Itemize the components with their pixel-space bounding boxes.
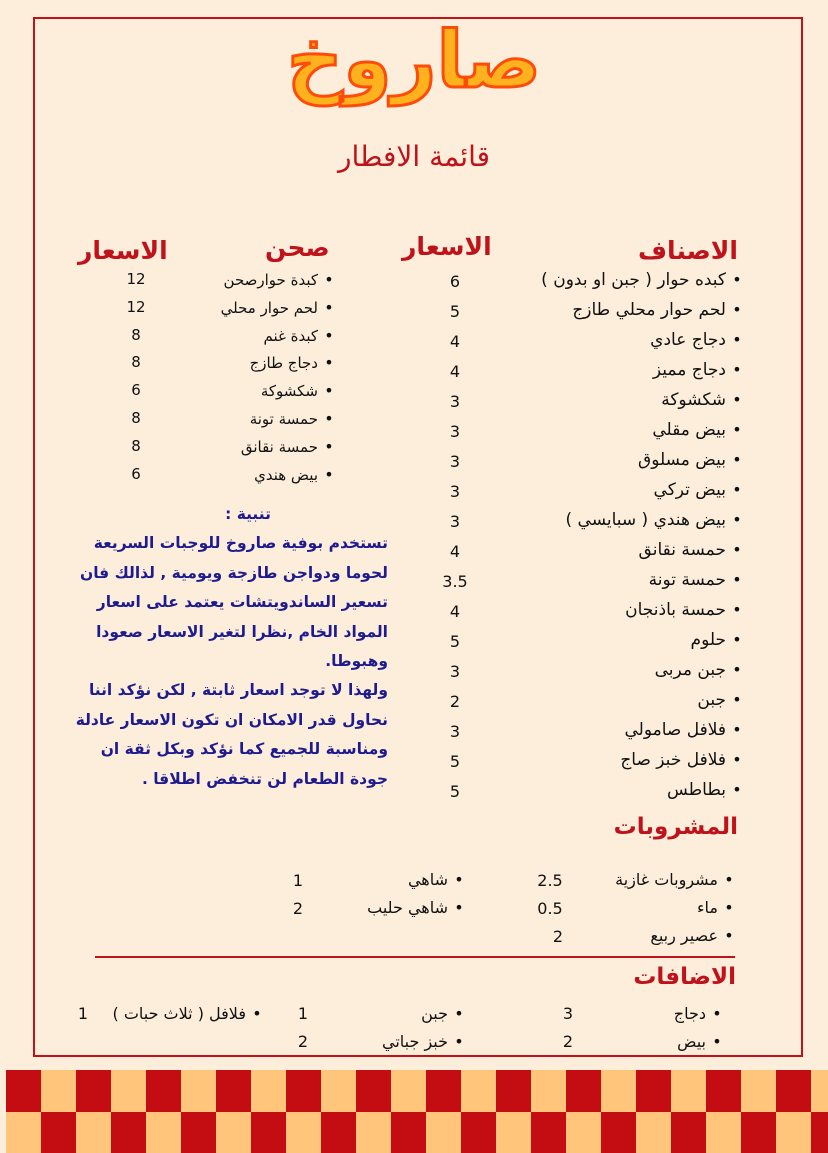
price: 3 xyxy=(449,722,461,741)
price: 3.5 xyxy=(442,572,468,591)
list-item: •دجاج عادي xyxy=(418,325,748,355)
bullet-icon: • xyxy=(324,325,334,345)
bullet-icon: • xyxy=(732,450,742,469)
list-item: •بيض هندي ( سبايسي ) xyxy=(418,505,748,535)
checkered-footer xyxy=(0,1070,828,1153)
bullet-icon: • xyxy=(724,926,734,945)
checker-cell xyxy=(251,1070,286,1112)
bullet-icon: • xyxy=(732,300,742,319)
main-items-header: الاصناف xyxy=(638,236,738,265)
price: 2 xyxy=(297,1032,309,1051)
checker-cell xyxy=(321,1112,356,1153)
price: 12 xyxy=(126,297,146,316)
bullet-icon: • xyxy=(732,330,742,349)
extra-item: •دجاج xyxy=(674,1004,728,1023)
bullet-icon: • xyxy=(732,480,742,499)
checker-cell xyxy=(706,1112,741,1153)
bullet-icon: • xyxy=(724,870,734,889)
checker-cell xyxy=(6,1112,41,1153)
bullet-icon: • xyxy=(732,690,742,709)
drink-item: •ماء xyxy=(697,898,740,917)
checker-cell xyxy=(636,1112,671,1153)
checker-cell xyxy=(531,1070,566,1112)
bullet-icon: • xyxy=(732,510,742,529)
list-item: •بطاطس xyxy=(418,775,748,805)
price: 4 xyxy=(449,602,461,621)
price: 3 xyxy=(449,452,461,471)
drink-item: •شاهي xyxy=(408,870,470,889)
price: 8 xyxy=(131,353,141,372)
list-item: •حمسة تونة xyxy=(418,565,748,595)
price: 4 xyxy=(449,362,461,381)
list-item: •فلافل صامولي xyxy=(418,715,748,745)
list-item: •جبن مربى xyxy=(418,655,748,685)
extras-header: الاضافات xyxy=(633,964,736,990)
checker-cell xyxy=(356,1070,391,1112)
price: 3 xyxy=(562,1004,574,1023)
checker-cell xyxy=(426,1112,461,1153)
drink-item: •عصير ربيع xyxy=(650,926,740,945)
plate-prices-list xyxy=(118,266,154,488)
checker-cell xyxy=(251,1112,286,1153)
bullet-icon: • xyxy=(324,270,334,289)
price: 2 xyxy=(449,692,461,711)
list-item: •حلوم xyxy=(418,625,748,655)
price: 4 xyxy=(449,542,461,561)
list-item: •دجاج مميز xyxy=(418,355,748,385)
checker-cell xyxy=(76,1112,111,1153)
price: 3 xyxy=(449,392,461,411)
checker-cell xyxy=(146,1112,181,1153)
checker-cell xyxy=(811,1070,828,1112)
list-item: •حمسة باذنجان xyxy=(418,595,748,625)
bullet-icon: • xyxy=(732,600,742,619)
checker-cell xyxy=(461,1112,496,1153)
drink-item: •شاهي حليب xyxy=(367,898,470,917)
bullet-icon: • xyxy=(732,570,742,589)
list-item: •حمسة نقانق xyxy=(418,535,748,565)
checker-cell xyxy=(601,1070,636,1112)
checker-cell xyxy=(216,1112,251,1153)
bullet-icon: • xyxy=(732,360,742,379)
list-item: •كبده حوار ( جبن او بدون ) xyxy=(418,265,748,295)
checker-cell xyxy=(111,1112,146,1153)
price: 3 xyxy=(449,482,461,501)
extra-item: •جبن xyxy=(421,1004,470,1023)
bullet-icon: • xyxy=(324,381,334,401)
list-item: •كبدة غنم xyxy=(150,322,340,350)
checker-cell xyxy=(286,1070,321,1112)
checker-cell xyxy=(636,1070,671,1112)
checker-cell xyxy=(76,1070,111,1112)
list-item: •كبدة حوارصحن xyxy=(150,266,340,294)
price: 8 xyxy=(131,325,141,344)
checker-cell xyxy=(776,1070,811,1112)
checker-cell xyxy=(391,1070,426,1112)
checker-cell xyxy=(496,1070,531,1112)
bullet-icon: • xyxy=(454,1032,464,1051)
checker-cell xyxy=(496,1112,531,1153)
price: 5 xyxy=(449,752,461,771)
checker-cell xyxy=(706,1070,741,1112)
bullet-icon: • xyxy=(732,660,742,679)
bullet-icon: • xyxy=(732,390,742,409)
bullet-icon: • xyxy=(732,720,742,739)
bullet-icon: • xyxy=(732,630,742,649)
plate-prices-header: الاسعار xyxy=(78,236,168,265)
list-item: •حمسة تونة xyxy=(150,405,340,433)
bullet-icon: • xyxy=(712,1004,722,1023)
checker-cell xyxy=(41,1112,76,1153)
checker-cell xyxy=(426,1070,461,1112)
checker-cell xyxy=(741,1070,776,1112)
list-item: •جبن xyxy=(418,685,748,715)
price: 6 xyxy=(449,272,461,291)
checker-cell xyxy=(461,1070,496,1112)
bullet-icon: • xyxy=(324,464,334,484)
price: 2 xyxy=(562,1032,574,1051)
checker-cell xyxy=(776,1112,811,1153)
price: 4 xyxy=(449,332,461,351)
price: 3 xyxy=(449,512,461,531)
notice-paragraph: ولهذا لا توجد اسعار ثابتة , لكن نؤكد اننا نحاول قدر الامكان ان تكون الاسعار عادلة ومناسبة للجميع كما نؤكد وبكل ثقة ان جودة الطعام لن تنخفض اطلاقا . xyxy=(75,681,388,788)
price: 2 xyxy=(552,927,564,946)
bullet-icon: • xyxy=(454,898,464,917)
list-item: •بيض مقلي xyxy=(418,415,748,445)
checker-cell xyxy=(391,1112,426,1153)
bullet-icon: • xyxy=(732,540,742,559)
price: 5 xyxy=(449,632,461,651)
price: 5 xyxy=(449,302,461,321)
brand-logo: صاروخ xyxy=(286,16,542,106)
bullet-icon: • xyxy=(732,750,742,769)
menu-subtitle: قائمة الافطار xyxy=(338,140,490,173)
list-item: •بيض مسلوق xyxy=(418,445,748,475)
checker-cell xyxy=(531,1112,566,1153)
list-item: •بيض تركي xyxy=(418,475,748,505)
notice-title: تنبية : xyxy=(225,505,271,523)
checker-cell xyxy=(566,1112,601,1153)
price: 2.5 xyxy=(537,871,563,890)
price: 2 xyxy=(292,899,304,918)
bullet-icon: • xyxy=(252,1004,262,1023)
extra-item: •فلافل ( ثلاث حبات ) xyxy=(112,1004,268,1023)
checker-cell xyxy=(356,1112,391,1153)
price: 0.5 xyxy=(537,899,563,918)
price: 6 xyxy=(131,464,141,483)
checker-cell xyxy=(111,1070,146,1112)
checker-cell xyxy=(671,1112,706,1153)
price: 5 xyxy=(449,782,461,801)
price: 3 xyxy=(449,662,461,681)
list-item: •حمسة نقانق xyxy=(150,433,340,461)
bullet-icon: • xyxy=(454,870,464,889)
bullet-icon: • xyxy=(712,1032,722,1051)
checker-cell xyxy=(181,1112,216,1153)
price: 1 xyxy=(292,871,304,890)
bullet-icon: • xyxy=(324,436,334,456)
checker-cell xyxy=(321,1070,356,1112)
checker-cell xyxy=(181,1070,216,1112)
extra-item: •بيض xyxy=(677,1032,728,1051)
list-item: •لحم حوار محلي xyxy=(150,294,340,322)
checker-cell xyxy=(811,1112,828,1153)
extra-item: •خبز جباتي xyxy=(382,1032,470,1051)
section-divider xyxy=(95,956,735,958)
main-prices-list xyxy=(430,267,480,807)
list-item: •لحم حوار محلي طازج xyxy=(418,295,748,325)
bullet-icon: • xyxy=(454,1004,464,1023)
list-item: •بيض هندي xyxy=(150,461,340,489)
checker-cell xyxy=(41,1070,76,1112)
bullet-icon: • xyxy=(732,780,742,799)
checker-cell xyxy=(671,1070,706,1112)
bullet-icon: • xyxy=(724,898,734,917)
notice-paragraph: تستخدم بوفية صاروخ للوجبات السريعة لحوما ودواجن طازجة ويومية , لذالك فان تسعير الساندويتشات يعتمد على اسعار المواد الخام ,نظرا لتغير الاسعار صعودا وهبوطا. xyxy=(80,534,388,671)
list-item: •شكشوكة xyxy=(150,377,340,405)
main-prices-header: الاسعار xyxy=(402,232,492,261)
bullet-icon: • xyxy=(324,353,334,373)
drink-item: •مشروبات غازية xyxy=(615,870,740,889)
checker-cell xyxy=(216,1070,251,1112)
price: 1 xyxy=(297,1004,309,1023)
plate-items-header: صحن xyxy=(265,233,330,262)
bullet-icon: • xyxy=(732,420,742,439)
notice-box xyxy=(68,500,388,794)
checker-cell xyxy=(6,1070,41,1112)
checker-cell xyxy=(566,1070,601,1112)
checker-cell xyxy=(741,1112,776,1153)
list-item: •شكشوكة xyxy=(418,385,748,415)
price: 8 xyxy=(131,436,141,455)
price: 1 xyxy=(77,1004,89,1023)
bullet-icon: • xyxy=(324,408,334,428)
list-item: •فلافل خبز صاج xyxy=(418,745,748,775)
plate-items-list xyxy=(150,266,340,488)
checker-cell xyxy=(146,1070,181,1112)
price: 8 xyxy=(131,408,141,427)
bullet-icon: • xyxy=(732,270,742,289)
price: 12 xyxy=(126,270,146,288)
list-item: •دجاج طازج xyxy=(150,349,340,377)
checker-cell xyxy=(286,1112,321,1153)
drinks-header: المشروبات xyxy=(613,814,738,840)
price: 6 xyxy=(131,381,141,400)
checker-cell xyxy=(601,1112,636,1153)
bullet-icon: • xyxy=(324,297,334,317)
price: 3 xyxy=(449,422,461,441)
